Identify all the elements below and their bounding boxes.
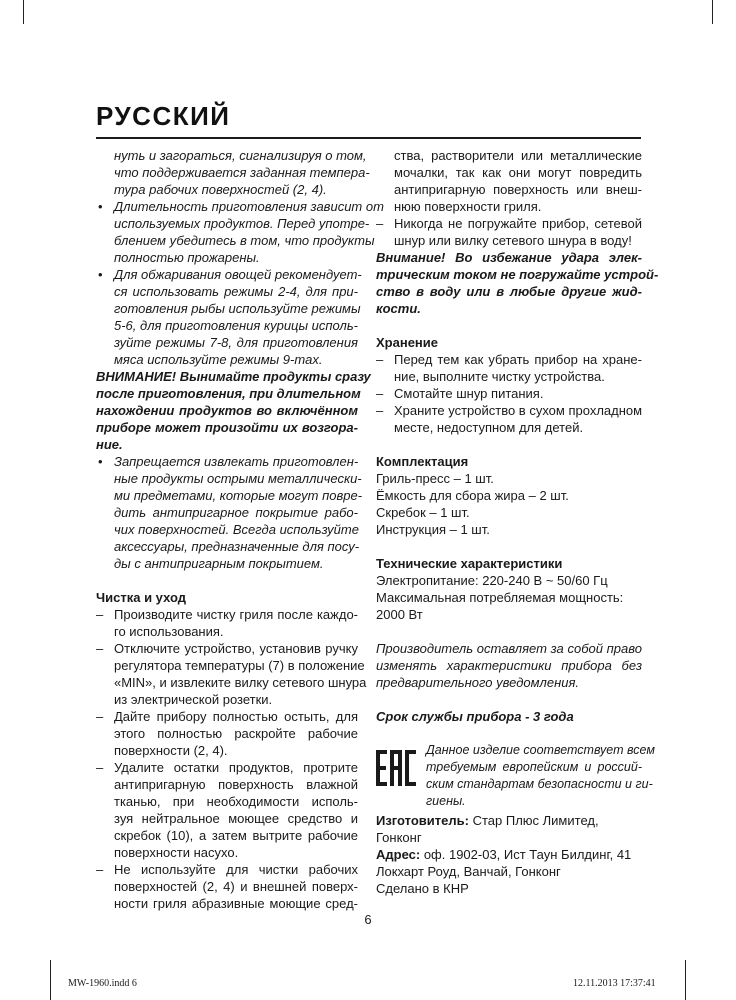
cleaning-item: – Отключите устройство, установив ручку регулятора температуры (7) в положение «MIN», и извлеките вилку сетевого шнура из электрической розетки. (96, 640, 358, 708)
warning-remove-food: ВНИМАНИЕ! Вынимайте продукты сразу после приготовления, при длительном нахождении продуктов во включённом приборе может произойти их возгора- ние. (96, 369, 371, 452)
bullet-no-sharp-objects: • Запрещается извлекать приготовлен- ные продукты острыми металлически- ми предметами, которые могут повре- дить антипригарное покрытие рабо- чих поверхностей. Всегда используйте аксессуары, предназначенные для посу- ды с антипригарным покрытием. (96, 453, 358, 572)
crop-mark (23, 0, 24, 24)
title-divider (96, 137, 641, 139)
manufacturer-value: Стар Плюс Лимитед, (468, 813, 599, 828)
kit-list (376, 470, 642, 538)
cleaning-item: – Удалите остатки продуктов, протрите антипригарную поверхность влажной тканью, при необходимости исполь- зуя нейтральное моющее средство и скребок (10), а затем вытрите рабочие поверхности насухо. (96, 759, 358, 861)
eac-statement: Данное изделие соответствует всем требуемым европейским и россий- ским стандартам безопасности и ги- гиены. (426, 743, 655, 808)
address-value: оф. 1902-03, Ист Таун Билдинг, 41 (420, 847, 632, 862)
specs-list: Электропитание: 220-240 В ~ 50/60 Гц Максимальная потребляемая мощность: 2000 Вт (376, 573, 624, 622)
storage-item: – Храните устройство в сухом прохладном месте, недоступном для детей. (376, 402, 642, 436)
kit-item: Гриль-пресс – 1 шт. (376, 471, 494, 486)
crop-mark (50, 960, 51, 1000)
page-title: РУССКИЙ (96, 101, 231, 131)
bullet-cooking-time: • Длительность приготовления зависит от используемых продуктов. Перед употре- блением убедитесь в том, что продукты полностью прожарены. (96, 198, 358, 266)
cleaning-item: – Не используйте для чистки рабочих поверхностей (2, 4) и внешней поверх- ности гриля абразивные моющие сред- (96, 861, 358, 912)
intro-paragraph: нуть и загораться, сигнализируя о том, что поддерживается заданная темпера- тура рабочих поверхностей (2, 4). (114, 148, 370, 197)
storage-item: – Смотайте шнур питания. (376, 385, 642, 402)
eac-certification (376, 742, 655, 812)
kit-item: Инструкция – 1 шт. (376, 522, 490, 537)
manufacturer-info: Изготовитель: Стар Плюс Лимитед, Гонконг Адрес: оф. 1902-03, Ист Таун Билдинг, 41 Локхарт Роуд, Ванчай, Гонконг Сделано в КНР (376, 812, 642, 897)
crop-mark (712, 0, 713, 24)
manufacturer-label: Изготовитель: (376, 813, 469, 828)
kit-heading: Комплектация (376, 454, 469, 469)
kit-item: Скребок – 1 шт. (376, 505, 470, 520)
storage-heading: Хранение (376, 335, 438, 350)
address-label: Адрес: (376, 847, 421, 862)
kit-item: Ёмкость для сбора жира – 2 шт. (376, 488, 569, 503)
made-in: Сделано в КНР (376, 881, 469, 896)
left-column (96, 147, 384, 912)
crop-mark (685, 960, 686, 1000)
cleaning-heading: Чистка и уход (96, 590, 186, 605)
specs-heading: Технические характеристики (376, 556, 563, 571)
file-label: MW-1960.indd 6 (68, 978, 137, 989)
print-timestamp: 12.11.2013 17:37:41 (573, 978, 656, 989)
cleaning-item: – Производите чистку гриля после каждо- го использования. (96, 606, 358, 640)
manufacturer-notice: Производитель оставляет за собой право изменять характеристики прибора без предварительного уведомления. (376, 641, 642, 690)
cleaning-item: – Никогда не погружайте прибор, сетевой шнур или вилку сетевого шнура в воду! (376, 215, 642, 249)
service-life: Срок службы прибора - 3 года (376, 709, 574, 724)
cleaning-item: – Дайте прибору полностью остыть, для этого полностью раскройте рабочие поверхности (2, 4). (96, 708, 358, 759)
right-column (376, 147, 659, 897)
warning-electric-shock: Внимание! Во избежание удара элек- трическим током не погружайте устрой- ство в воду или в любые другие жид- кости. (376, 250, 659, 316)
cleaning-item-continued: ства, растворители или металлические мочалки, так как они могут повредить антипригарную поверхность или внеш- нюю поверхности гриля. (394, 148, 642, 214)
storage-item: – Перед тем как убрать прибор на хране- ние, выполните чистку устройства. (376, 351, 642, 385)
eac-logo-icon (376, 750, 416, 786)
bullet-modes: • Для обжаривания овощей рекомендует- ся использовать режимы 2-4, для при- готовления рыбы используйте режимы 5-6, для приготовления курицы исполь- зуйте режимы 7-8, для приготовления мяса используйте режимы 9-max. (96, 266, 358, 368)
page-number: 6 (364, 912, 372, 927)
